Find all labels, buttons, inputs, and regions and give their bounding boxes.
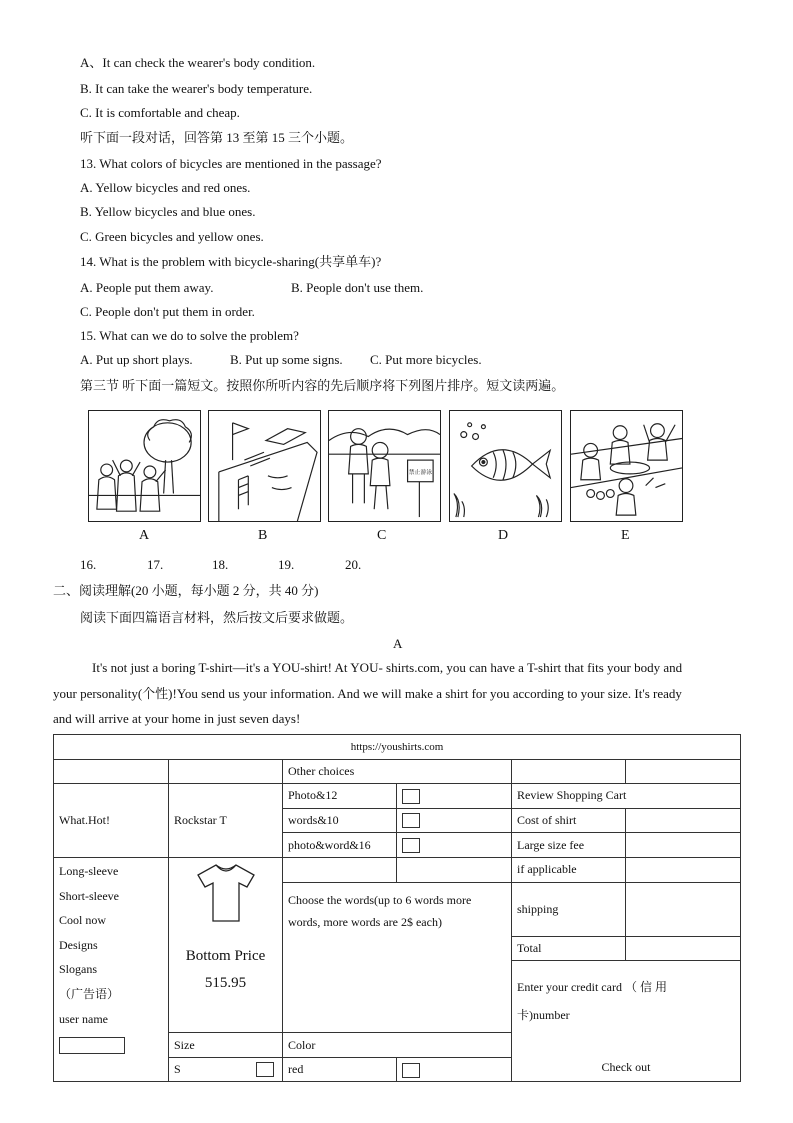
- user-name-label: user name: [59, 1011, 108, 1026]
- words-option-label: words&10: [283, 808, 397, 833]
- q15-option-a: A. Put up short plays.: [80, 352, 193, 367]
- no-swimming-sign-text: 禁止游泳: [408, 469, 433, 476]
- q15-question: 15. What can we do to solve the problem?: [80, 328, 299, 343]
- answer-number: 18.: [212, 557, 229, 572]
- part2-instruction: 阅读下面四篇语言材料，然后按文后要求做题。: [80, 610, 354, 625]
- q12-option-b: B. It can take the wearer's body temperature.: [80, 81, 313, 96]
- passage-line-1: It's not just a boring T-shirt—it's a YOU-shirt! At YOU- shirts.com, you can have a T-shirt that fits your body and: [92, 660, 683, 675]
- picture-label-b: B: [258, 528, 268, 543]
- order-form-table: [53, 734, 741, 1082]
- bottom-price-label: Bottom Price: [185, 947, 266, 964]
- q15-option-c: C. Put more bicycles.: [370, 352, 482, 367]
- large-size-fee-label: Large size fee: [512, 833, 626, 858]
- size-value: S: [174, 1062, 181, 1077]
- picture-d-fish: [449, 410, 562, 522]
- q13-option-b: B. Yellow bicycles and blue ones.: [80, 204, 256, 219]
- answer-number: 19.: [278, 557, 295, 572]
- picture-label-e: E: [621, 528, 630, 543]
- slogans-option[interactable]: Slogans: [59, 962, 98, 977]
- picture-e-party: [570, 410, 683, 522]
- picture-a-friends-park: [88, 410, 201, 522]
- bottom-price-value: 515.95: [204, 974, 247, 991]
- picture-c-no-swimming-sign: [328, 410, 441, 522]
- q13-question: 13. What colors of bicycles are mentioned in the passage?: [80, 156, 382, 171]
- choose-words-text: Choose the words(up to 6 words more: [288, 892, 472, 907]
- if-applicable-label: if applicable: [512, 857, 626, 882]
- shipping-label: shipping: [512, 882, 626, 936]
- rockstar-label: Rockstar T: [169, 784, 283, 858]
- short-sleeve-option[interactable]: Short-sleeve: [59, 888, 119, 903]
- words-checkbox[interactable]: [402, 813, 420, 828]
- large-size-fee-value: [626, 833, 741, 858]
- website-url[interactable]: https://youshirts.com: [54, 735, 741, 760]
- tshirt-preview-cell: [169, 857, 283, 1032]
- q13-option-c: C. Green bicycles and yellow ones.: [80, 229, 264, 244]
- q13-option-a: A. Yellow bicycles and red ones.: [80, 180, 251, 195]
- answer-number: 17.: [147, 557, 164, 572]
- q15-option-b: B. Put up some signs.: [230, 352, 343, 367]
- q14-question: 14. What is the problem with bicycle-sharing(共享单车)?: [80, 254, 382, 269]
- picture-label-d: D: [498, 528, 509, 543]
- q14-option-b: B. People don't use them.: [291, 280, 424, 295]
- left-options-cell: [54, 857, 169, 1081]
- cost-of-shirt-label: Cost of shirt: [512, 808, 626, 833]
- section3-intro: 第三节 听下面一篇短文。按照你所听内容的先后顺序将下列图片排序。短文读两遍。: [80, 378, 565, 393]
- long-sleeve-option[interactable]: Long-sleeve: [59, 863, 119, 878]
- photo-word-option-label: photo&word&16: [283, 833, 397, 858]
- slogans-translation: （广告语）: [59, 986, 120, 1001]
- cost-of-shirt-value: [626, 808, 741, 833]
- q14-option-a: A. People put them away.: [80, 280, 214, 295]
- choose-words-cell[interactable]: [283, 882, 512, 1033]
- q12-option-a: A、It can check the wearer's body condition.: [80, 55, 316, 70]
- other-choices-label: Other choices: [283, 759, 512, 784]
- color-value: red: [283, 1057, 397, 1082]
- designs-option[interactable]: Designs: [59, 937, 98, 952]
- credit-card-label: Enter your credit card （ 信 用: [517, 980, 667, 995]
- credit-card-label-2: 卡)number: [517, 1008, 570, 1023]
- total-label: Total: [512, 936, 626, 961]
- what-hot-label: What.Hot!: [54, 784, 169, 858]
- part2-heading: 二、阅读理解(20 小题，每小题 2 分，共 40 分): [53, 583, 319, 598]
- tshirt-icon: [194, 862, 258, 924]
- review-cart-link[interactable]: Review Shopping Cart: [512, 784, 741, 809]
- user-name-input[interactable]: [59, 1037, 125, 1054]
- picture-b-swimming-pool: [208, 410, 321, 522]
- dialog-intro: 听下面一段对话，回答第 13 至第 15 三个小题。: [80, 130, 354, 145]
- q14-option-c: C. People don't put them in order.: [80, 304, 255, 319]
- passage-line-3: and will arrive at your home in just seven days!: [53, 711, 301, 726]
- photo-word-checkbox[interactable]: [402, 838, 420, 853]
- q12-option-c: C. It is comfortable and cheap.: [80, 105, 240, 120]
- choose-words-text-2: words, more words are 2$ each): [288, 914, 442, 929]
- size-label: Size: [169, 1033, 283, 1058]
- passage-line-2: your personality(个性)!You send us your information. And we will make a shirt for you according to your size. It's ready: [53, 686, 682, 701]
- cool-now-option[interactable]: Cool now: [59, 913, 107, 928]
- color-checkbox[interactable]: [402, 1063, 420, 1078]
- credit-card-cell[interactable]: [512, 961, 741, 1082]
- checkout-button[interactable]: Check out: [601, 1060, 651, 1075]
- size-checkbox[interactable]: [256, 1062, 274, 1077]
- answer-number: 20.: [345, 557, 362, 572]
- picture-label-c: C: [377, 528, 387, 543]
- photo-option-label: Photo&12: [283, 784, 397, 809]
- answer-number: 16.: [80, 557, 97, 572]
- passage-label: A: [393, 636, 403, 651]
- picture-label-a: A: [139, 528, 150, 543]
- photo-checkbox[interactable]: [402, 789, 420, 804]
- color-label: Color: [283, 1033, 512, 1058]
